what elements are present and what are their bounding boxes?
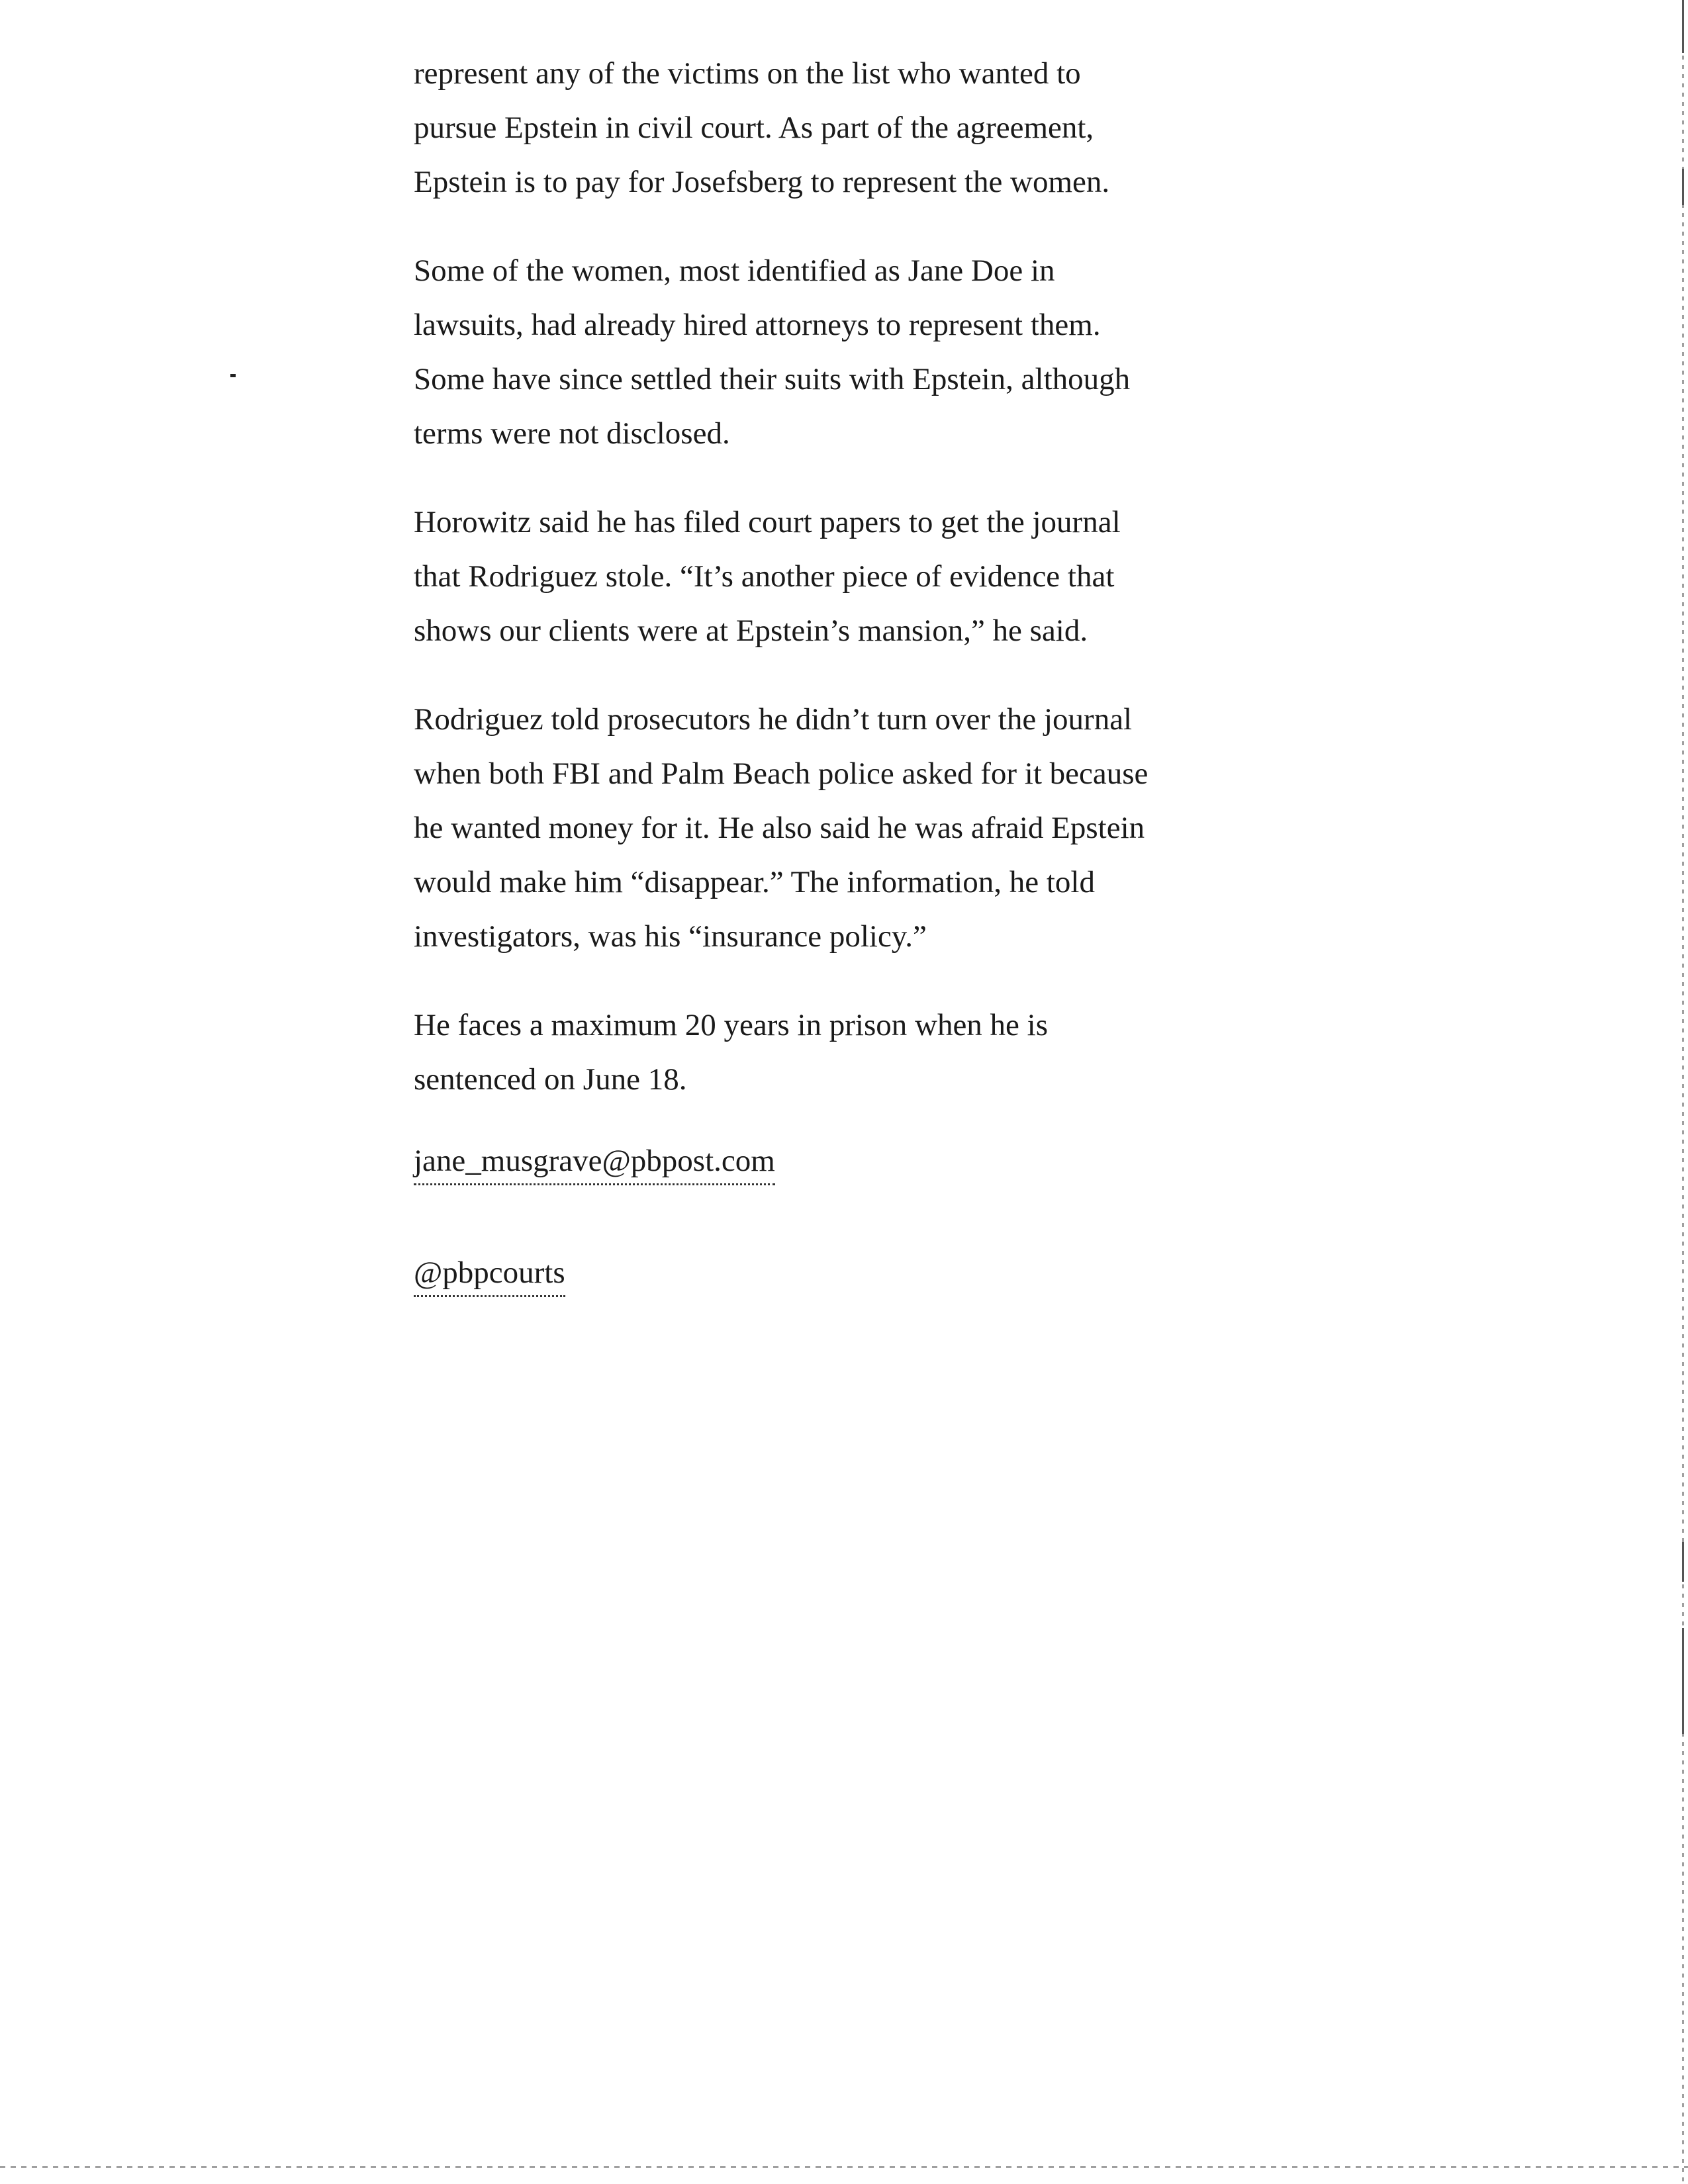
article-body [414, 46, 1268, 1365]
scan-edge-mark [1682, 1628, 1684, 1734]
author-twitter-row [414, 1253, 1268, 1332]
article-paragraph: Rodriguez told prosecutors he didn’t turn over the journal when both FBI and Palm Beach police asked for it because he wanted money for it. He also said he was afraid Epstein would make him “disappear.” The information, he told investigators, was his “insurance policy.” [414, 702, 1149, 954]
scan-edge-mark [1682, 1542, 1684, 1582]
scan-edge-bottom [0, 2166, 1688, 2168]
article-paragraph: He faces a maximum 20 years in prison when he is sentenced on June 18. [414, 1008, 1049, 1097]
article-paragraph: Horowitz said he has filed court papers to get the journal that Rodriguez stole. “It’s another piece of evidence that shows our clients were at Epstein’s mansion,” he said. [414, 505, 1121, 648]
author-email-row [414, 1141, 1268, 1220]
scan-edge-right [1682, 0, 1684, 2184]
author-twitter-link[interactable]: @pbpcourts [414, 1253, 565, 1297]
scan-edge-mark [1682, 0, 1684, 53]
author-email-link[interactable]: jane_musgrave@pbpost.com [414, 1141, 775, 1185]
scan-artifact-dot [230, 374, 236, 377]
scan-edge-mark [1682, 169, 1684, 205]
article-paragraph: represent any of the victims on the list who wanted to pursue Epstein in civil court. As part of the agreement, Epstein is to pay for Josefsberg to represent the women. [414, 56, 1110, 199]
article-paragraph: Some of the women, most identified as Jane Doe in lawsuits, had already hired attorneys to represent them. Some have since settled their suits with Epstein, although terms were not disclosed. [414, 253, 1131, 451]
